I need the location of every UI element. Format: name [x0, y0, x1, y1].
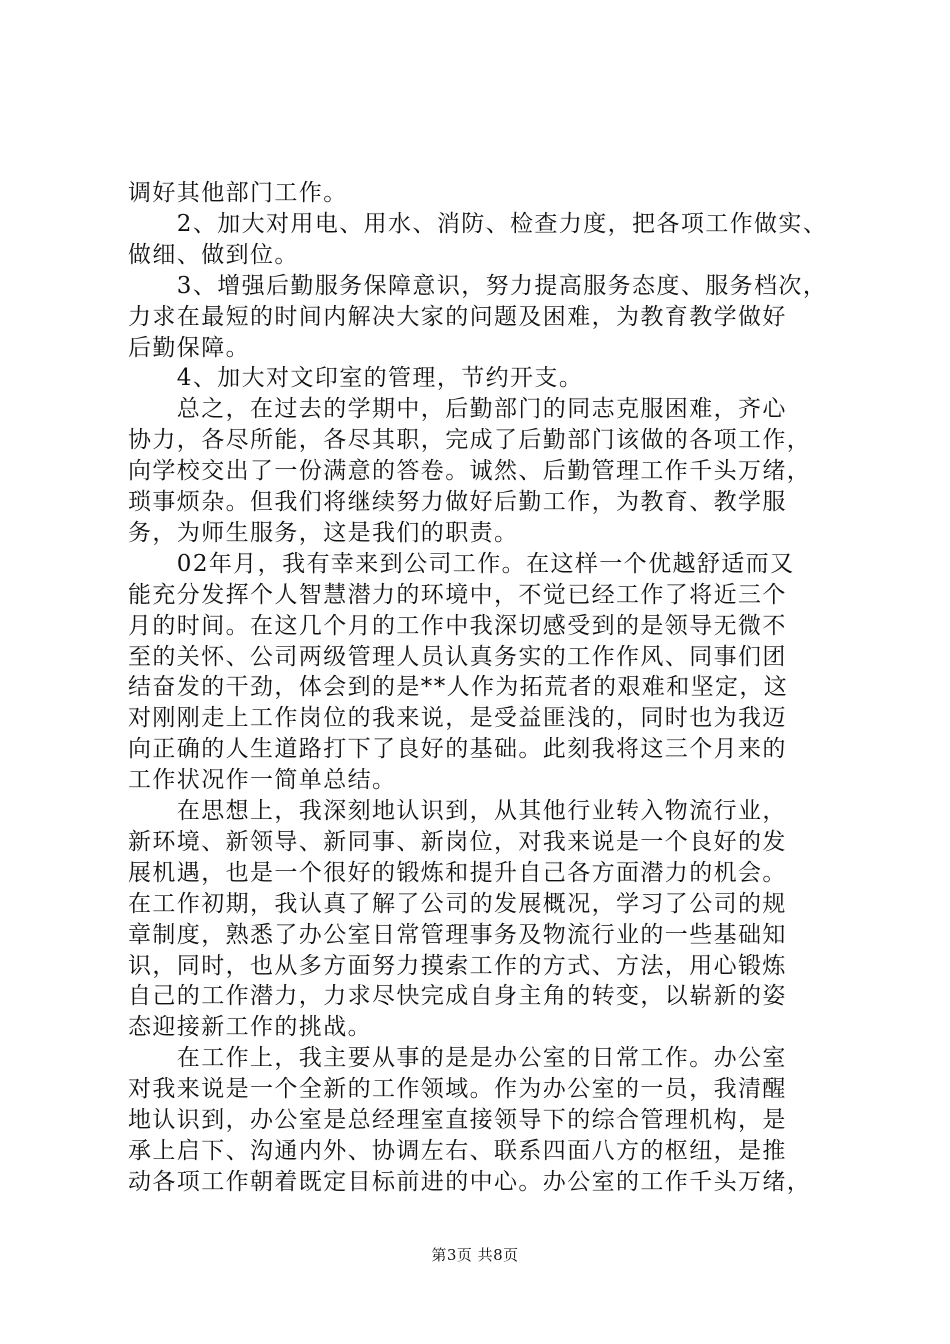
- text-line: 工作状况作一简单总结。: [128, 767, 397, 794]
- text-line: 向正确的人生道路打下了良好的基础。此刻我将这三个月来的: [128, 736, 787, 763]
- text-line: 3、增强后勤服务保障意识，努力提高服务态度、服务档次，: [128, 272, 828, 299]
- text-line: 琐事烦杂。但我们将继续努力做好后勤工作，为教育、教学服: [128, 489, 787, 515]
- text-line: 自己的工作潜力，力求尽快完成自身主角的转变，以崭新的姿: [128, 983, 787, 1010]
- text-line: 展机遇，也是一个很好的锻炼和提升自己各方面潜力的机会。: [128, 859, 787, 886]
- text-line: 动各项工作朝着既定目标前进的中心。办公室的工作千头万绪，: [128, 1168, 812, 1195]
- text-line: 协力，各尽所能，各尽其职，完成了后勤部门该做的各项工作，: [128, 427, 812, 454]
- text-line: 总之，在过去的学期中，后勤部门的同志克服困难，齐心: [128, 396, 787, 423]
- text-line: 在工作初期，我认真了解了公司的发展概况，学习了公司的规: [128, 890, 787, 917]
- text-line: 4、加大对文印室的管理，节约开支。: [128, 365, 584, 392]
- text-line: 力求在最短的时间内解决大家的问题及困难，为教育教学做好: [128, 303, 787, 330]
- text-line: 向学校交出了一份满意的答卷。诚然、后勤管理工作千头万绪，: [128, 458, 812, 485]
- page-footer: 第3页 共8页: [431, 1246, 519, 1264]
- text-line: 章制度，熟悉了办公室日常管理事务及物流行业的一些基础知: [128, 921, 787, 948]
- text-line: 识，同时，也从多方面努力摸索工作的方式、方法，用心锻炼: [128, 952, 787, 979]
- text-line: 能充分发挥个人智慧潜力的环境中，不觉已经工作了将近三个: [128, 581, 787, 608]
- text-line: 月的时间。在这几个月的工作中我深切感受到的是领导无微不: [128, 612, 787, 639]
- text-line: 至的关怀、公司两级管理人员认真务实的工作作风、同事们团: [128, 643, 787, 670]
- text-line: 后勤保障。: [128, 334, 250, 361]
- text-line: 地认识到，办公室是总经理室直接领导下的综合管理机构，是: [128, 1107, 787, 1133]
- text-line: 在工作上，我主要从事的是是办公室的日常工作。办公室: [128, 1045, 787, 1072]
- text-line: 对我来说是一个全新的工作领域。作为办公室的一员，我清醒: [128, 1076, 787, 1103]
- text-line: 新环境、新领导、新同事、新岗位，对我来说是一个良好的发: [128, 828, 787, 855]
- text-line: 结奋发的干劲，体会到的是**人作为拓荒者的艰难和坚定，这: [128, 674, 789, 701]
- text-line: 02年月，我有幸来到公司工作。在这样一个优越舒适而又: [128, 550, 795, 577]
- text-line: 2、加大对用电、用水、消防、检查力度，把各项工作做实、: [128, 210, 828, 237]
- text-line: 做细、做到位。: [128, 241, 299, 268]
- text-line: 在思想上，我深刻地认识到，从其他行业转入物流行业，: [128, 798, 787, 824]
- text-line: 务，为师生服务，这是我们的职责。: [128, 519, 519, 546]
- text-line: 对刚刚走上工作岗位的我来说，是受益匪浅的，同时也为我迈: [128, 705, 787, 732]
- text-line: 调好其他部门工作。: [128, 180, 348, 206]
- text-line: 态迎接新工作的挑战。: [128, 1014, 372, 1041]
- text-line: 承上启下、沟通内外、协调左右、联系四面八方的枢纽，是推: [128, 1137, 787, 1164]
